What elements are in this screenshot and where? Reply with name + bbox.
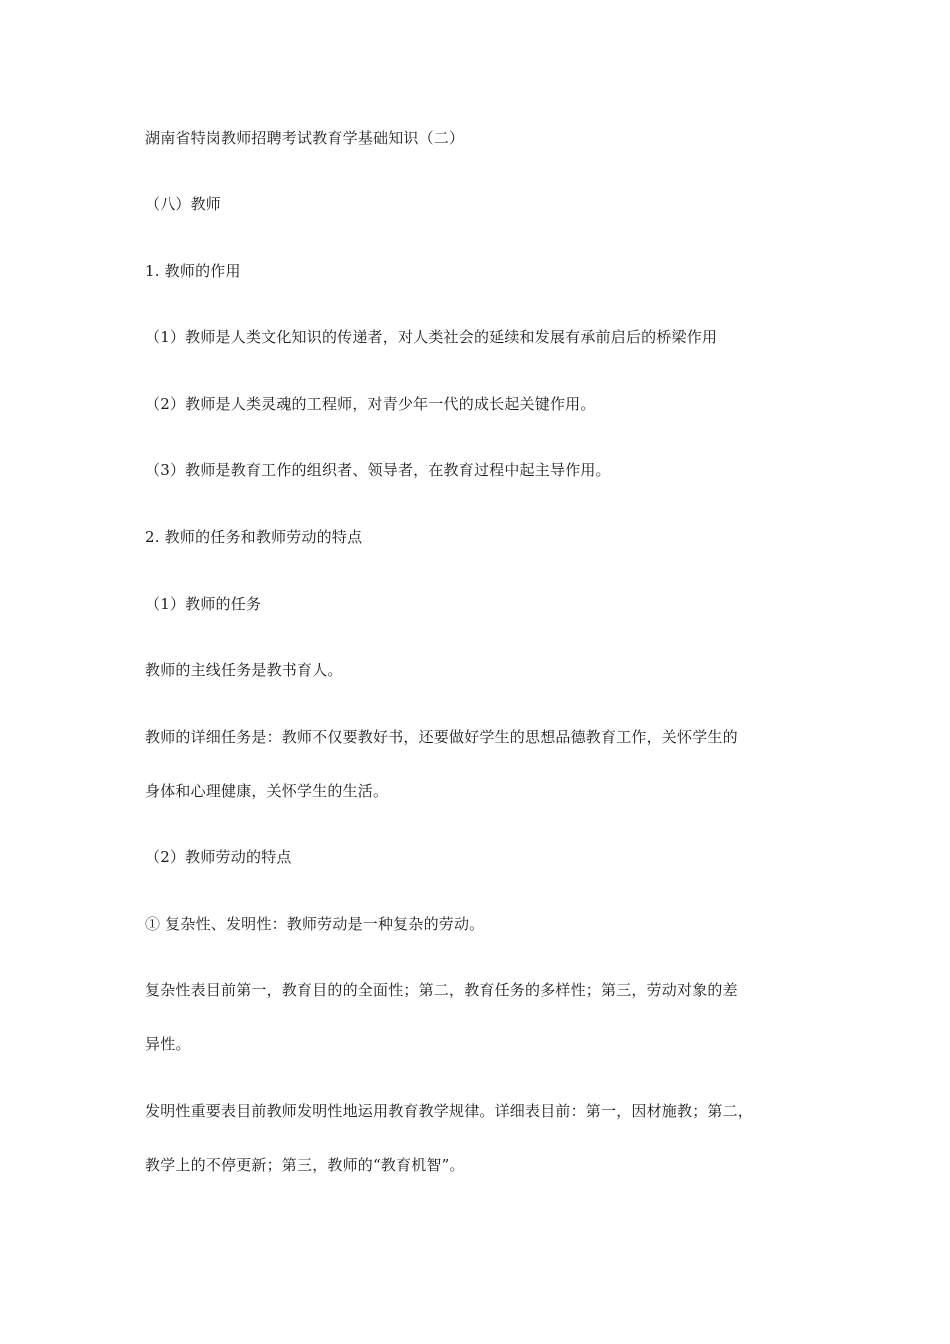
paragraph-complexity: ① 复杂性、发明性：教师劳动是一种复杂的劳动。 — [145, 915, 485, 933]
paragraph-detail-task-line1: 教师的详细任务是：教师不仅要教好书，还要做好学生的思想品德教育工作，关怀学生的 — [145, 728, 738, 746]
document-title: 湖南省特岗教师招聘考试教育学基础知识（二） — [145, 129, 465, 147]
sub-heading-characteristics: （2）教师劳动的特点 — [145, 848, 292, 866]
paragraph-role-3: （3）教师是教育工作的组织者、领导者，在教育过程中起主导作用。 — [145, 461, 611, 479]
subsection-heading-role: 1. 教师的作用 — [145, 262, 241, 280]
paragraph-role-1: （1）教师是人类文化知识的传递者，对人类社会的延续和发展有承前启后的桥梁作用 — [145, 328, 718, 346]
subsection-heading-tasks: 2. 教师的任务和教师劳动的特点 — [145, 528, 363, 546]
paragraph-creativity-line2: 教学上的不停更新；第三，教师的“教育机智”。 — [145, 1156, 465, 1174]
paragraph-detail-task-line2: 身体和心理健康，关怀学生的生活。 — [145, 782, 389, 800]
paragraph-complexity-detail-line1: 复杂性表目前第一，教育目的的全面性；第二，教育任务的多样性；第三，劳动对象的差 — [145, 981, 738, 999]
paragraph-main-task: 教师的主线任务是教书育人。 — [145, 661, 343, 679]
section-heading: （八）教师 — [145, 195, 222, 213]
sub-heading-tasks: （1）教师的任务 — [145, 595, 262, 613]
paragraph-complexity-detail-line2: 异性。 — [145, 1035, 191, 1053]
paragraph-creativity-line1: 发明性重要表目前教师发明性地运用教育教学规律。详细表目前：第一，因材施教；第二， — [145, 1102, 754, 1120]
paragraph-role-2: （2）教师是人类灵魂的工程师，对青少年一代的成长起关键作用。 — [145, 395, 596, 413]
